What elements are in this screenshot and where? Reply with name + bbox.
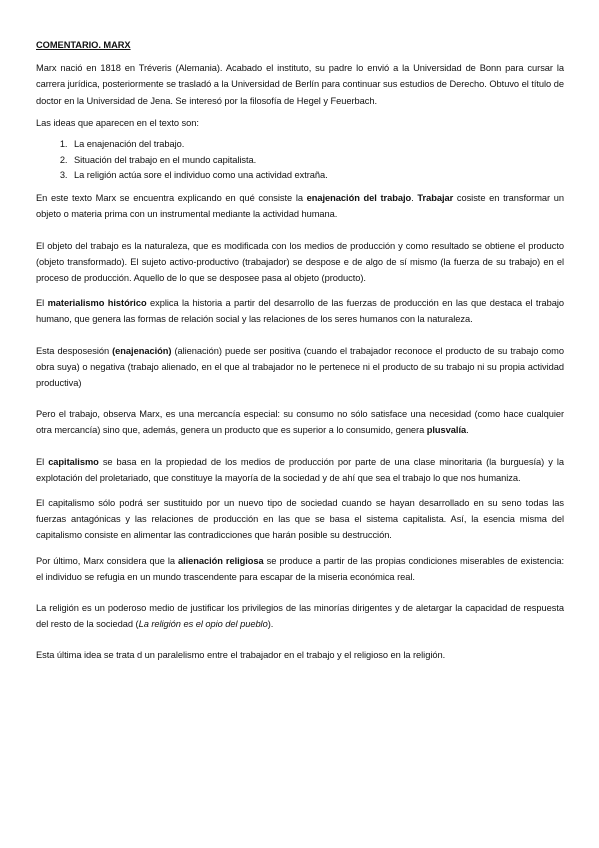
- bold-term: alienación religiosa: [177, 555, 264, 566]
- text-span: explica la historia a partir del desarrollo de las fuerzas de producción en las que destaca el trabajo humano, que genera las formas de relación social y las relaciones de los seres humanos con la naturaleza.: [36, 298, 564, 325]
- text-span: (alienación) puede ser positiva (cuando el trabajador reconoce el producto de su trabajo como obra suya) o negativa (trabajo alienado, en el que al trabajador no le pertenece ni el producto de su trabajo ni su propia actividad productiva): [36, 345, 564, 388]
- idea-item: 3. La religión actúa sore el individuo como una actividad extraña.: [70, 168, 564, 184]
- bold-term: (enajenación): [112, 345, 172, 356]
- paragraph-conclusion: Esta última idea se trata d un paralelismo entre el trabajador en el trabajo y el religioso en la religión.: [36, 650, 446, 661]
- paragraph-desposesion: [36, 343, 564, 392]
- text-span: La religión es un poderoso medio de justificar los privilegios de las minorías dirigentes y de aletargar la capacidad de respuesta del resto de la sociedad (: [36, 602, 564, 630]
- text-span: .: [466, 425, 469, 436]
- text-span: se produce a partir de las propias condiciones miserables de existencia: el individuo se refugia en un mundo trascendente para escapar de la miseria económica real.: [36, 555, 564, 582]
- bold-term: plusvalía: [426, 425, 467, 436]
- idea-item: 2. Situación del trabajo en el mundo capitalista.: [70, 153, 564, 169]
- paragraph-enajenacion: [36, 190, 564, 222]
- bold-term: capitalismo: [48, 456, 99, 467]
- bold-term: Trabajar: [417, 193, 454, 204]
- text-span: El: [36, 456, 49, 467]
- text-span: se basa en la propiedad de los medios de producción por parte de una clase minoritaria (la burguesía) y la explotación del proletariado, que constituye la mayoría de la sociedad y de ahí que sea el trabajo lo que nos humaniza.: [36, 456, 564, 483]
- text-span: El: [36, 298, 48, 309]
- paragraph-sustitucion: El capitalismo sólo podrá ser sustituido por un nuevo tipo de sociedad cuando se hayan desarrollado en su seno todas las fuerzas antagónicas y las relaciones de producción en las que se basa el sistema capitalista. Así, la esencia misma del capitalismo consiste en alimentar las contradicciones que harán posible su destrucción.: [36, 497, 564, 541]
- document-title: COMENTARIO. MARX: [36, 40, 131, 50]
- bold-term: materialismo histórico: [47, 298, 147, 309]
- text-span: .: [411, 193, 418, 204]
- paragraph-religion: [36, 600, 564, 632]
- bold-term: enajenación del trabajo: [306, 193, 412, 204]
- text-span: Pero el trabajo, observa Marx, es una mercancía especial: su consumo no sólo satisface una necesidad (como hace cualquier otra mercancía) sino que, además, genera un producto que es superior a lo consumido, genera: [36, 409, 564, 436]
- italic-quote: La religión es el opio del pueblo: [138, 619, 268, 630]
- paragraph-materialismo: [36, 295, 564, 327]
- paragraph-alienacion-religiosa: [36, 553, 564, 585]
- paragraph-mercancia: [36, 406, 564, 438]
- text-span: Por último, Marx considera que la: [36, 555, 178, 566]
- text-span: cosiste en transformar un objeto o materia prima con un instrumental mediante la actividad humana.: [36, 193, 564, 220]
- paragraph-capitalismo: [36, 454, 564, 486]
- document-body: [36, 37, 564, 664]
- text-span: En este texto Marx se encuentra explicando en qué consiste la: [36, 193, 307, 204]
- text-span: ).: [267, 619, 274, 630]
- idea-item: 1. La enajenación del trabajo.: [70, 137, 564, 153]
- ideas-list: [36, 137, 564, 184]
- paragraph-objeto-trabajo: El objeto del trabajo es la naturaleza, que es modificada con los medios de producción y como resultado se obtiene el producto (objeto transformado). El sujeto activo-productivo (trabajador) se despose e de algo de sí mismo (la fuerza de su trabajo) en el proceso de producción. Aquello de lo que se desposee pasa al objeto (producto).: [36, 240, 564, 283]
- paragraph-biography: Marx nació en 1818 en Tréveris (Alemania). Acabado el instituto, su padre lo envió a la Universidad de Bonn para cursar la carrera jurídica, posteriormente se trasladó a la Universidad de Berlín para continuar sus estudios de Derecho. Obtuvo el título de doctor en la Universidad de Jena. Se interesó por la filosofía de Hegel y Feuerbach.: [36, 63, 564, 106]
- text-span: Esta desposesión: [36, 345, 113, 356]
- ideas-intro: Las ideas que aparecen en el texto son:: [36, 117, 199, 128]
